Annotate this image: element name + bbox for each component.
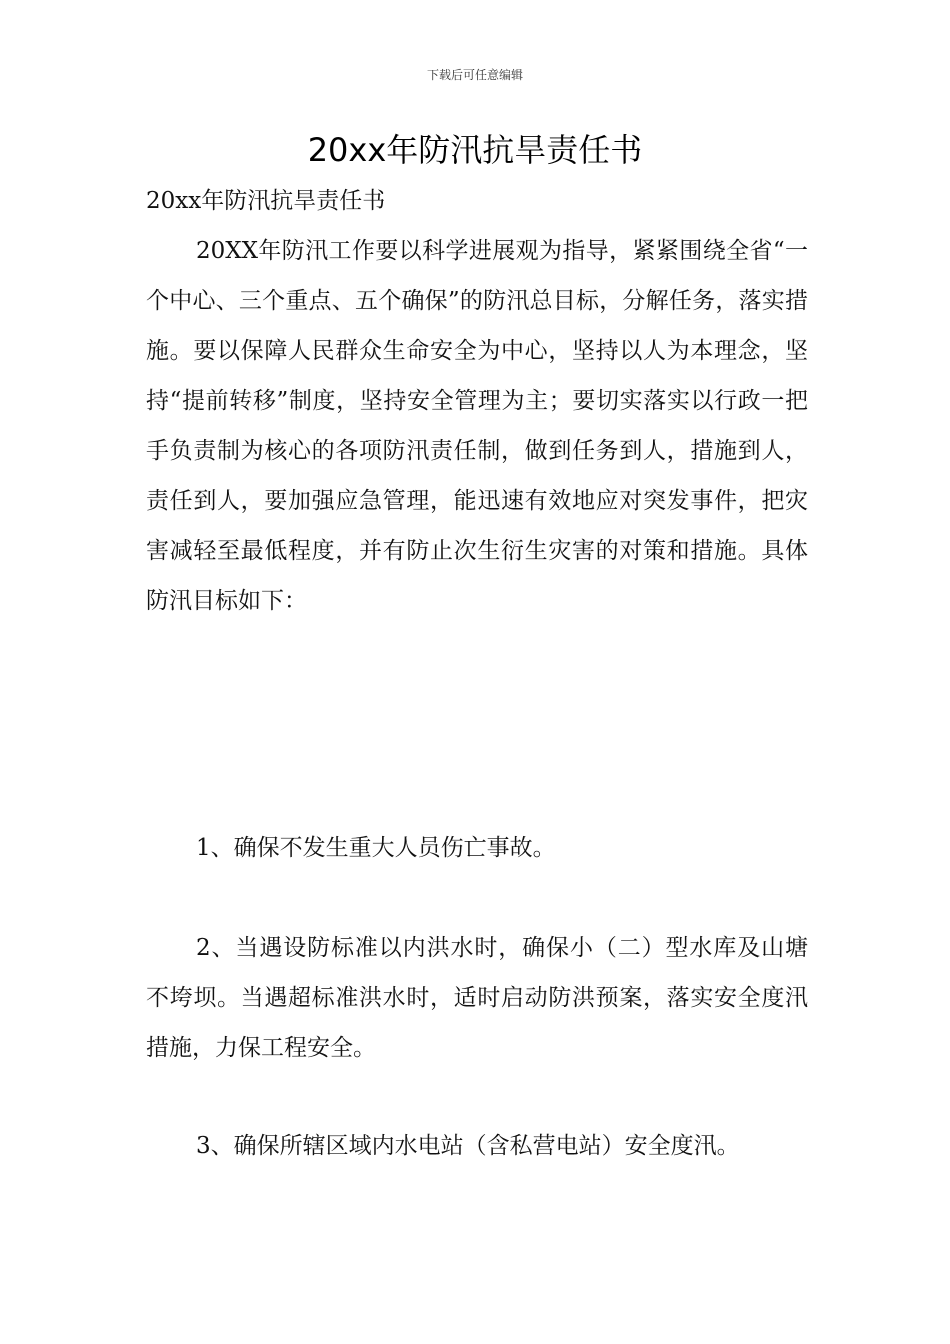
document-subtitle: 20xx年防汛抗旱责任书 (146, 188, 386, 214)
goal-item-3: 3、确保所辖区域内水电站（含私营电站）安全度汛。 (196, 1133, 740, 1159)
goal-item-1: 1、确保不发生重大人员伤亡事故。 (196, 835, 556, 861)
intro-paragraph: 20XX年防汛工作要以科学进展观为指导，紧紧围绕全省“一个中心、三个重点、五个确保”的防汛总目标，分解任务，落实措施。要以保障人民群众生命安全为中心，坚持以人为本理念，坚持“提前转移”制度，坚持安全管理为主；要切实落实以行政一把手负责制为核心的各项防汛责任制，做到任务到人，措施到人，责任到人，要加强应急管理，能迅速有效地应对突发事件，把灾害减轻至最低程度，并有防止次生衍生灾害的对策和措施。具体防汛目标如下： (146, 238, 808, 614)
document-title: 20xx年防汛抗旱责任书 (307, 131, 643, 169)
goal-item-2: 2、当遇设防标准以内洪水时，确保小（二）型水库及山塘不垮坝。当遇超标准洪水时，适时启动防洪预案，落实安全度汛措施，力保工程安全。 (146, 935, 808, 1061)
header-note: 下载后可任意编辑 (426, 68, 523, 82)
